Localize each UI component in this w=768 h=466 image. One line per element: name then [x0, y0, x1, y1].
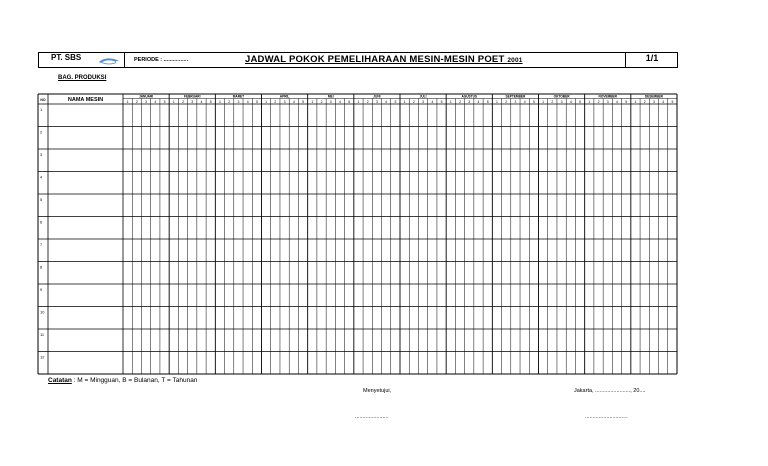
approval-label: Menyetujui,: [363, 388, 392, 394]
no-column-header: NO: [40, 98, 46, 102]
week-number: 4: [154, 100, 157, 104]
week-number: 5: [532, 100, 535, 104]
row-number: 5: [40, 197, 43, 202]
week-number: 3: [560, 100, 563, 104]
signature-line-left: ......................: [355, 414, 389, 420]
row-number: 2: [40, 129, 43, 135]
catatan-note: [48, 377, 197, 384]
month-label-juli: JULI: [419, 94, 427, 99]
title-year: 2001: [507, 57, 523, 64]
row-number: 6: [40, 219, 43, 225]
month-label-desember: DESEMBER: [644, 94, 663, 99]
company-name: PT. SBS: [51, 53, 82, 62]
week-number: 1: [588, 100, 591, 104]
week-number: 1: [542, 100, 545, 104]
week-number: 2: [412, 100, 415, 104]
week-number: 5: [348, 100, 351, 104]
week-number: 4: [292, 100, 295, 104]
week-number: 2: [505, 100, 508, 104]
row-number: 11: [40, 332, 45, 337]
catatan-label: Catatan: [48, 377, 72, 384]
week-number: 3: [652, 100, 655, 104]
week-number: 2: [182, 100, 184, 104]
week-number: 3: [191, 100, 194, 104]
week-number: 3: [514, 100, 517, 104]
week-number: 4: [339, 100, 341, 104]
row-number: 1: [40, 107, 43, 112]
catatan-text: : M = Mingguan, B = Bulanan, T = Tahunan: [71, 377, 198, 384]
week-number: 5: [302, 100, 304, 104]
week-number: 1: [357, 100, 360, 104]
month-label-mei: MEI: [327, 94, 334, 99]
machine-column-header: NAMA MESIN: [67, 97, 104, 103]
week-number: 5: [209, 100, 212, 104]
week-number: 4: [200, 100, 203, 104]
week-number: 2: [643, 100, 646, 104]
week-number: 1: [219, 100, 221, 104]
week-number: 1: [311, 100, 314, 104]
week-number: 5: [671, 100, 674, 104]
title-text: JADWAL POKOK PEMELIHARAAN MESIN-MESIN POET: [245, 54, 505, 65]
row-number: 12: [40, 354, 45, 360]
week-number: 1: [126, 100, 129, 104]
week-number: 2: [551, 100, 554, 104]
week-number: 1: [634, 100, 637, 104]
week-number: 4: [569, 100, 572, 104]
week-number: 5: [394, 100, 397, 104]
week-number: 3: [422, 100, 425, 104]
week-number: 4: [477, 100, 480, 104]
week-number: 1: [449, 100, 452, 104]
week-number: 2: [459, 100, 461, 104]
row-number: 3: [40, 152, 43, 157]
month-label-september: SEPTEMBER: [505, 94, 526, 99]
page-number: 1/1: [645, 53, 659, 63]
week-number: 5: [625, 100, 628, 104]
month-label-april: APRIL: [279, 94, 290, 99]
week-number: 1: [496, 100, 498, 104]
week-number: 3: [468, 100, 471, 104]
week-number: 2: [320, 100, 323, 104]
week-number: 3: [283, 100, 286, 104]
month-label-juni: JUNI: [373, 94, 381, 99]
week-number: 2: [597, 100, 600, 104]
month-label-november: NOVEMBER: [598, 94, 617, 99]
week-number: 5: [579, 100, 581, 104]
week-number: 3: [329, 100, 332, 104]
date-line: Jakarta, ......................., 20....: [574, 388, 646, 394]
week-number: 4: [385, 100, 388, 104]
row-number: 10: [40, 309, 45, 315]
month-label-januari: JANUARI: [138, 94, 154, 99]
week-number: 5: [486, 100, 489, 104]
department-label: BAG. PRODUKSI: [58, 75, 107, 81]
week-number: 1: [265, 100, 268, 104]
signature-line-right: ............................: [585, 414, 628, 420]
week-number: 2: [135, 100, 138, 104]
week-number: 2: [228, 100, 231, 104]
week-number: 4: [431, 100, 434, 104]
month-label-maret: MARET: [232, 94, 245, 99]
week-number: 1: [403, 100, 406, 104]
row-number: 7: [40, 242, 43, 247]
week-number: 4: [523, 100, 526, 104]
row-number: 8: [40, 264, 43, 270]
week-number: 4: [616, 100, 618, 104]
week-number: 3: [375, 100, 378, 104]
week-number: 1: [172, 100, 175, 104]
week-number: 5: [163, 100, 166, 104]
week-number: 4: [246, 100, 249, 104]
month-label-februari: FEBRUARI: [184, 94, 201, 99]
periode-field: PERIODE : ................: [134, 57, 189, 63]
week-number: 3: [145, 100, 148, 104]
week-number: 3: [237, 100, 240, 104]
week-number: 5: [255, 100, 258, 104]
month-label-oktober: OKTOBER: [553, 94, 570, 99]
row-number: 9: [40, 287, 43, 292]
week-number: 4: [662, 100, 665, 104]
row-number: 4: [40, 174, 43, 180]
week-number: 2: [274, 100, 277, 104]
week-number: 3: [606, 100, 609, 104]
week-number: 2: [366, 100, 369, 104]
month-label-agustus: AGUSTUS: [461, 94, 478, 99]
week-number: 5: [440, 100, 443, 104]
